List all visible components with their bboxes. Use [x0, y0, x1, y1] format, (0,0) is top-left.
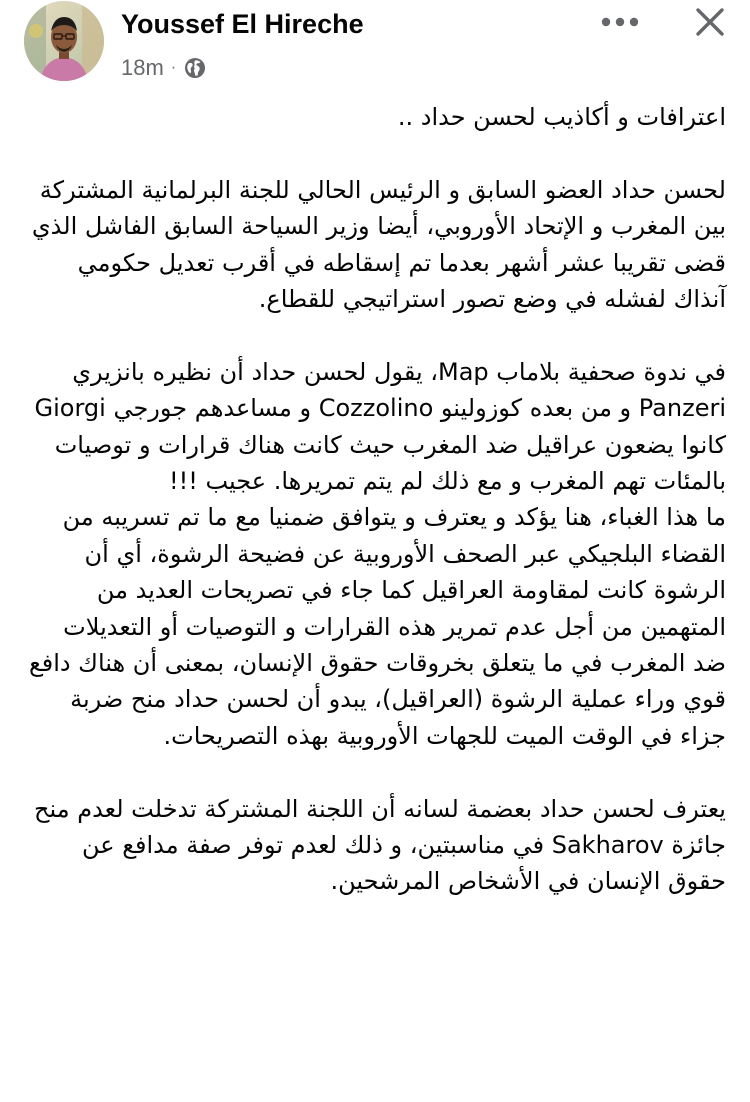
post-time[interactable]: 18m [121, 55, 164, 80]
post-meta [121, 54, 206, 82]
close-button[interactable] [688, 0, 732, 44]
post-paragraph: في ندوة صحفية بلاماب Map، يقول لحسن حداد أن نظيره بانزيري Panzeri و من بعده كوزولينو Cozzolino و مساعدهم جورجي Giorgi كانوا يضعون عراقيل ضد المغرب حيث كانت هناك قرارات و توصيات بالمئات تهم المغرب و مع ذلك لم يتم تمريرها. عجيب !!! [34, 357, 726, 496]
post-paragraph: يعترف لحسن حداد بعضمة لسانه أن اللجنة المشتركة تدخلت لعدم منح جائزة Sakharov في مناسبتين، و ذلك لعدم توفر صفة مدافع عن حقوق الإنسان في الأشخاص المرشحين. [33, 794, 726, 896]
avatar[interactable] [24, 1, 104, 81]
author-name[interactable]: Youssef El Hireche [121, 9, 364, 39]
post-paragraph: اعترافات و أكاذيب لحسن حداد .. [397, 103, 726, 131]
post-paragraph: لحسن حداد العضو السابق و الرئيس الحالي للجنة البرلمانية المشتركة بين المغرب و الإتحاد الأوروبي، أيضا وزير السياحة السابق الفاشل الذي قضى تقريبا عشر أشهر بعدما تم إسقاطه في أقرب تعديل حكومي آنذاك لفشله في وضع تصور استراتيجي للقطاع. [31, 175, 726, 314]
meta-separator: · [170, 59, 177, 76]
more-dots-icon [600, 16, 640, 28]
close-icon [694, 6, 726, 38]
post-header [0, 0, 750, 88]
globe-icon[interactable] [184, 57, 206, 79]
post-paragraph: ما هذا الغباء، هنا يؤكد و يعترف و يتوافق ضمنيا مع ما تم تسريبه من القضاء البلجيكي عبر الصحف الأوروبية عن فضيحة الرشوة، أي أن الرشوة كانت لمقاومة العراقيل كما جاء في تصريحات العديد من المتهمين من أجل عدم تمرير هذه القرارات و التوصيات أو التعديلات ضد المغرب في ما يتعلق بخروقات حقوق الإنسان، بمعنى أن هناك دافع قوي وراء عملية الرشوة (العراقيل)، يبدو أن لحسن حداد منح ضربة جزاء في الوقت الميت للجهات الأوروبية بهذه التصريحات. [28, 503, 726, 750]
more-options-button[interactable] [598, 4, 642, 40]
post-body [24, 99, 726, 900]
avatar-image [24, 1, 104, 81]
